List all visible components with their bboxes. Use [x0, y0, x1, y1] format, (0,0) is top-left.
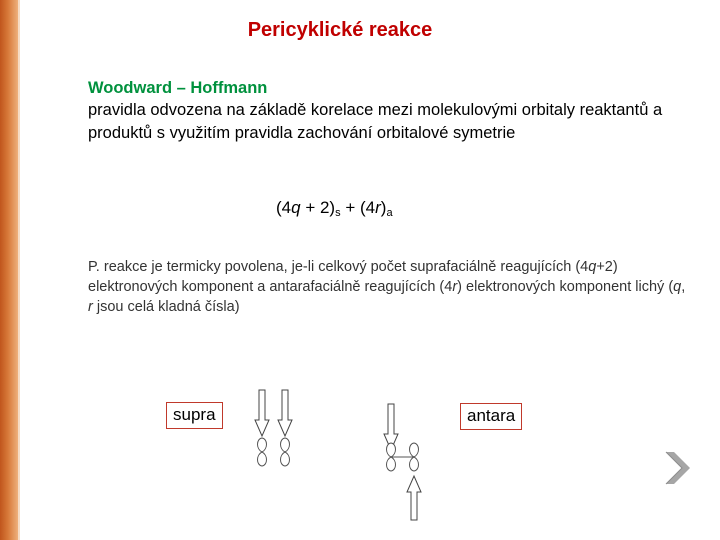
supra-label: supra: [166, 402, 223, 429]
supra-orbital-right-icon: [281, 438, 290, 466]
slide-title: Pericyklické reakce: [247, 19, 433, 41]
antara-arrow-up-icon: [407, 476, 421, 520]
supra-arrow-left-icon: [255, 390, 269, 436]
supra-orbital-left-icon: [258, 438, 267, 466]
selection-rule-formula: $(4q + 2)_s + (4r)_a$: [276, 198, 393, 219]
woodward-hoffmann-description: pravidla odvozena na základě korelace mezi molekulovými orbitaly reaktantů a produktů s využitím pravidla zachování orbitalové symetrie: [88, 101, 663, 142]
woodward-hoffmann-heading: Woodward – Hoffmann: [88, 79, 268, 97]
antara-label: antara: [460, 403, 522, 430]
supra-arrow-right-icon: [278, 390, 292, 436]
thermal-rule-text: P. reakce je termicky povolena, je-li celkový počet suprafaciálně reagujících (4q+2) elektronových komponent a antarafaciálně reagujících (4r) elektronových komponent lichý (q, r jsou celá kladná čísla): [88, 259, 686, 315]
chevron-right-icon[interactable]: [658, 448, 694, 488]
